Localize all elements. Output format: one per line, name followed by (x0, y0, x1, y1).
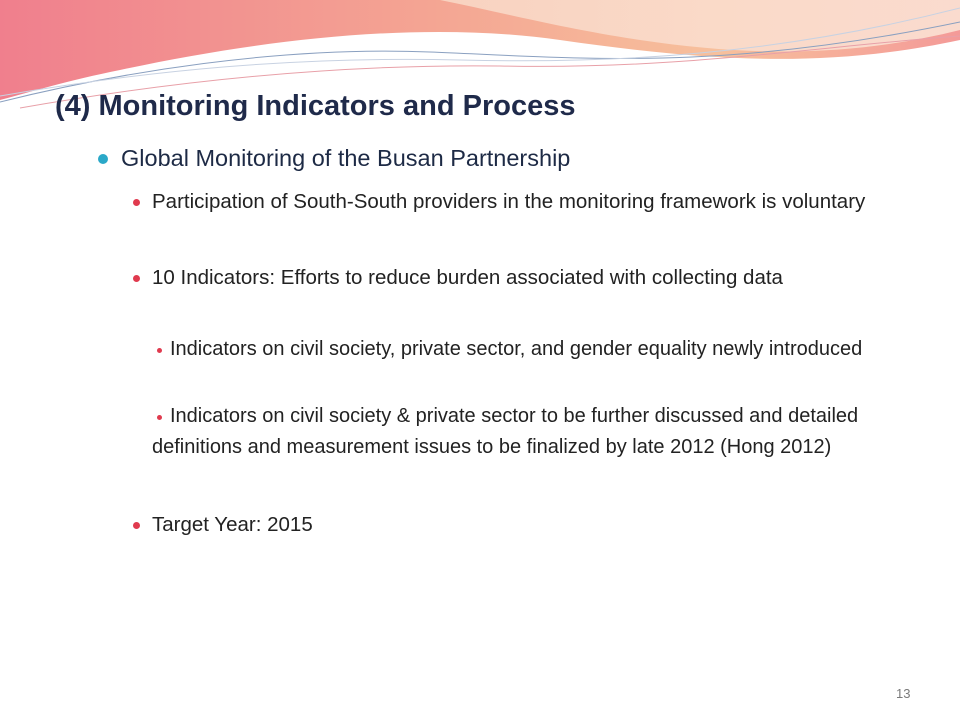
bullet-dot-icon (157, 415, 162, 420)
bullet-item (152, 262, 912, 293)
bullet-item (152, 186, 912, 217)
bullet-text: Indicators on civil society, private sector, and gender equality newly introduced (170, 338, 863, 360)
bullet-dot-icon (133, 199, 140, 206)
bullet-item (152, 509, 912, 540)
page-number: 13 (896, 686, 911, 701)
bullet-text: Participation of South-South providers in the monitoring framework is voluntary (152, 190, 866, 213)
bullet-dot-icon (133, 522, 140, 529)
bullet-item (152, 401, 912, 463)
bullet-item (121, 143, 921, 174)
bullet-dot-icon (157, 348, 162, 353)
bullet-item (152, 334, 912, 365)
bullet-text: 10 Indicators: Efforts to reduce burden associated with collecting data (152, 266, 783, 289)
bullet-text: Global Monitoring of the Busan Partnership (121, 145, 571, 171)
bullet-dot-icon (133, 275, 140, 282)
slide-title: (4) Monitoring Indicators and Process (55, 90, 576, 122)
bullet-text: Target Year: 2015 (152, 513, 313, 536)
bullet-text: Indicators on civil society & private sector to be further discussed and detailed definitions and measurement issues to be finalized by late 2012 (Hong 2012) (152, 405, 859, 458)
bullet-dot-icon (98, 154, 108, 164)
